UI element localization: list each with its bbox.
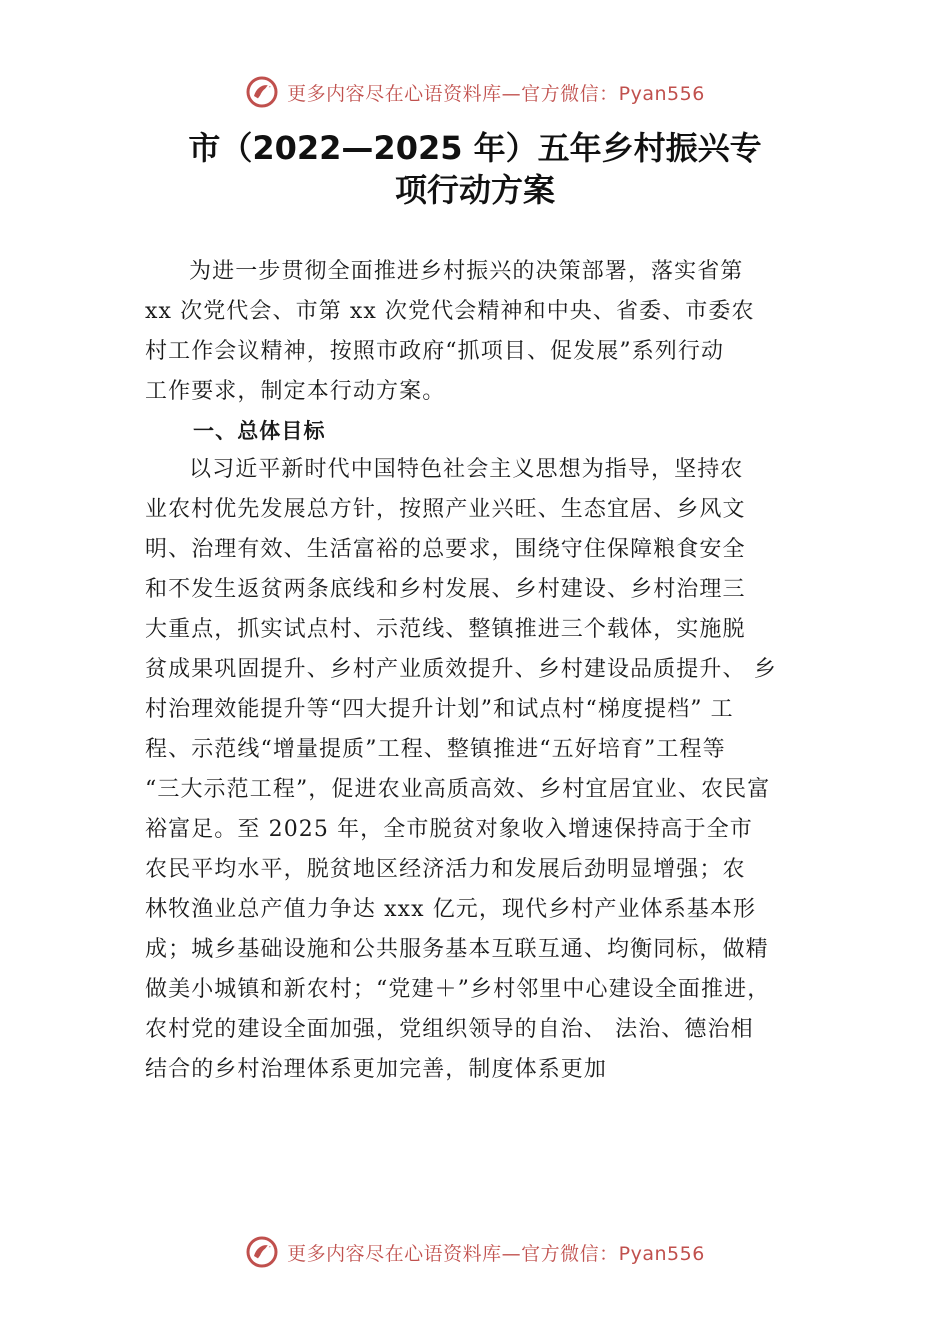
paragraph-line: “三大示范工程”，促进农业高质高效、乡村宜居宜业、农民富 — [145, 777, 771, 802]
document-body — [145, 252, 825, 1090]
watermark-top — [0, 72, 950, 112]
paragraph-line: 以习近平新时代中国特色社会主义思想为指导，坚持农 — [189, 457, 744, 482]
watermark-text: 更多内容尽在心语资料库—官方微信：Pyan556 — [287, 1242, 705, 1265]
paragraph-line: 结合的乡村治理体系更加完善，制度体系更加 — [145, 1057, 608, 1082]
swirl-logo-icon — [245, 75, 279, 109]
paragraph-line: 农村党的建设全面加强，党组织领导的自治、 法治、德治相 — [145, 1017, 754, 1042]
section-heading: 一、总体目标 — [193, 419, 326, 443]
paragraph-line: 村治理效能提升等“四大提升计划”和试点村“梯度提档” 工 — [145, 697, 734, 722]
watermark-bottom — [0, 1232, 950, 1272]
watermark-text: 更多内容尽在心语资料库—官方微信：Pyan556 — [287, 82, 705, 105]
paragraph-line: 程、示范线“增量提质”工程、整镇推进“五好培育”工程等 — [145, 737, 726, 762]
intro-line: 为进一步贯彻全面推进乡村振兴的决策部署，落实省第 — [189, 259, 744, 284]
paragraph-line: 林牧渔业总产值力争达 xxx 亿元，现代乡村产业体系基本形 — [145, 897, 757, 922]
paragraph-line: 裕富足。至 2025 年，全市脱贫对象收入增速保持高于全市 — [145, 817, 753, 842]
swirl-logo-icon — [245, 1235, 279, 1269]
paragraph-line: 成；城乡基础设施和公共服务基本互联互通、均衡同标，做精 — [145, 937, 769, 962]
paragraph-line: 农民平均水平，脱贫地区经济活力和发展后劲明显增强；农 — [145, 857, 746, 882]
intro-line: 工作要求，制定本行动方案。 — [145, 379, 446, 404]
paragraph-line: 明、治理有效、生活富裕的总要求，围绕守住保障粮食安全 — [145, 537, 746, 562]
intro-line: xx 次党代会、市第 xx 次党代会精神和中央、省委、市委农 — [145, 299, 755, 324]
page-title-line-1: 市（2022—2025 年）五年乡村振兴专 — [188, 129, 762, 167]
intro-line: 村工作会议精神，按照市政府“抓项目、促发展”系列行动 — [145, 339, 725, 364]
paragraph-line: 做美小城镇和新农村；“党建＋”乡村邻里中心建设全面推进， — [145, 977, 771, 1002]
paragraph-line: 贫成果巩固提升、乡村产业质效提升、乡村建设品质提升、 乡 — [145, 657, 777, 682]
paragraph-line: 大重点，抓实试点村、示范线、整镇推进三个载体，实施脱 — [145, 617, 746, 642]
paragraph-line: 业农村优先发展总方针，按照产业兴旺、生态宜居、乡风文 — [145, 497, 746, 522]
paragraph-line: 和不发生返贫两条底线和乡村发展、乡村建设、乡村治理三 — [145, 577, 746, 602]
page-title-line-2: 项行动方案 — [394, 171, 555, 209]
